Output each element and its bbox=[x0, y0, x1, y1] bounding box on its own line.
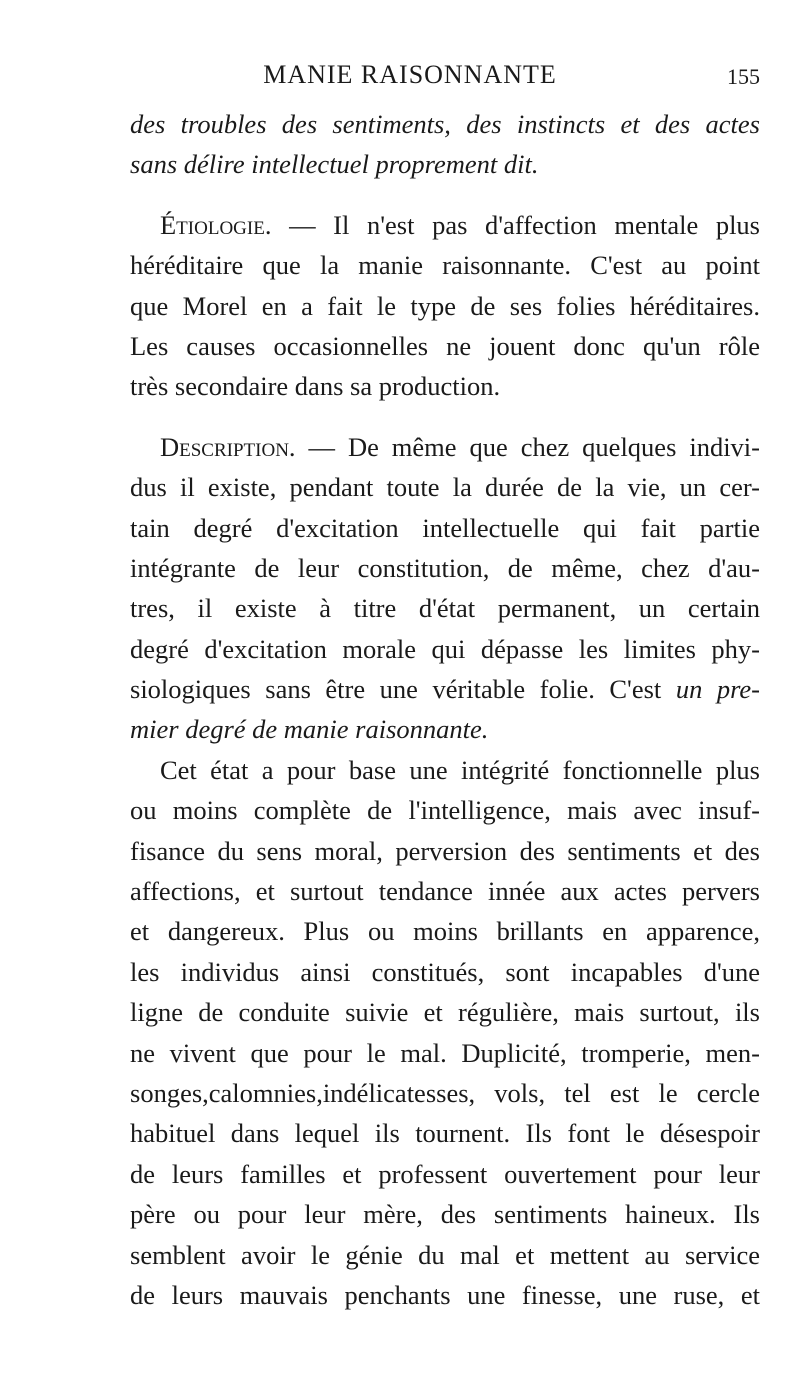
text-span: — De même que chez quelques indivi- bbox=[295, 431, 760, 462]
text-line: très secondaire dans sa production. bbox=[130, 371, 501, 402]
text-line: ne vivent que pour le mal. Duplicité, tromperie, men- bbox=[130, 1037, 760, 1068]
section-gap bbox=[130, 407, 760, 427]
section-gap bbox=[130, 185, 760, 205]
text-line: dus il existe, pendant toute la durée de la vie, un cer- bbox=[130, 472, 760, 503]
text-line: héréditaire que la manie raisonnante. C'est au point bbox=[130, 250, 760, 281]
text-line: habituel dans lequel ils tournent. Ils font le désespoir bbox=[130, 1118, 760, 1149]
text-line: de leurs mauvais penchants une finesse, une ruse, et bbox=[130, 1279, 760, 1310]
text-line: ou moins complète de l'intelligence, mais avec insuf- bbox=[130, 795, 760, 826]
text-line: et dangereux. Plus ou moins brillants en apparence, bbox=[130, 916, 760, 947]
text-line: tain degré d'excitation intellectuelle qui fait partie bbox=[130, 512, 760, 543]
text-line: Les causes occasionnelles ne jouent donc qu'un rôle bbox=[130, 330, 760, 361]
text-line: fisance du sens moral, perversion des sentiments et des bbox=[130, 835, 760, 866]
text-line: degré d'excitation morale qui dépasse les limites phy- bbox=[130, 633, 760, 664]
section-heading-description: Description. bbox=[160, 431, 296, 462]
text-line bbox=[130, 205, 760, 245]
body-text bbox=[130, 104, 760, 1315]
text-span: — Il n'est pas d'affection mentale plus bbox=[271, 209, 760, 240]
section-heading-etiologie: Étiologie. bbox=[160, 209, 272, 240]
text-line: ligne de conduite suivie et régulière, mais surtout, ils bbox=[130, 997, 760, 1028]
running-head bbox=[130, 60, 760, 90]
text-line: de leurs familles et professent ouvertement pour leur bbox=[130, 1158, 760, 1189]
text-line: mier degré de manie raisonnante. bbox=[130, 714, 489, 745]
text-line: tres, il existe à titre d'état permanent, un certain bbox=[130, 593, 760, 624]
text-line: songes,calomnies,indélicatesses, vols, tel est le cercle bbox=[130, 1077, 760, 1108]
page-number: 155 bbox=[727, 64, 760, 89]
running-title: MANIE RAISONNANTE bbox=[263, 60, 557, 89]
text-line bbox=[130, 669, 760, 709]
text-line: des troubles des sentiments, des instincts et des actes bbox=[130, 109, 760, 139]
text-line: affections, et surtout tendance innée aux actes pervers bbox=[130, 876, 760, 907]
text-line: sans délire intellectuel proprement dit. bbox=[130, 149, 539, 180]
text-line bbox=[130, 427, 760, 467]
text-line: intégrante de leur constitution, de même, chez d'au- bbox=[130, 552, 760, 583]
text-line: Cet état a pour base une intégrité fonctionnelle plus bbox=[160, 754, 760, 785]
text-line: que Morel en a fait le type de ses folies héréditaires. bbox=[130, 290, 760, 321]
text-line: semblent avoir le génie du mal et mettent au service bbox=[130, 1239, 760, 1270]
text-span: siologiques sans être une véritable folie. C'est bbox=[130, 674, 676, 705]
text-line: père ou pour leur mère, des sentiments haineux. Ils bbox=[130, 1199, 760, 1230]
italic-span: un pre- bbox=[675, 674, 761, 705]
text-line: les individus ainsi constitués, sont incapables d'une bbox=[130, 956, 760, 987]
